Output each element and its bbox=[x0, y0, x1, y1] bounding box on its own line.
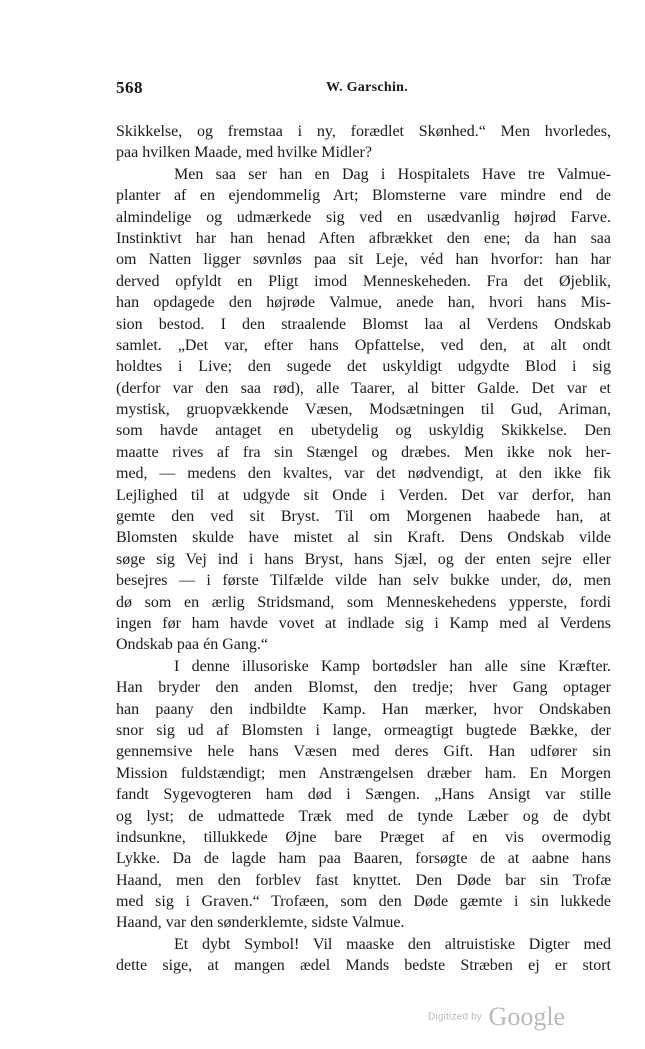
watermark-prefix: Digitized by bbox=[428, 1011, 483, 1023]
text-line: mystisk, gruopvækkende Væsen, Modsætningen til Gud, Ariman, bbox=[116, 401, 611, 419]
body-text bbox=[116, 121, 611, 977]
text-line: (derfor var den saa rød), alle Taarer, al bitter Galde. Det var et bbox=[116, 379, 611, 397]
text-line: Instinktivt har han henad Aften afbrækket den ene; da han saa bbox=[116, 229, 611, 247]
text-line: maatte rives af fra sin Stængel og dræbes. Men ikke nok her- bbox=[116, 443, 611, 461]
text-line: sion bestod. I den straalende Blomst laa al Verdens Ondskab bbox=[116, 315, 611, 333]
paragraph-first-line: Et dybt Symbol! Vil maaske den altruistiske Digter med bbox=[174, 935, 611, 953]
text-line: gennemsive hele hans Væsen med deres Gift. Han udfører sin bbox=[116, 743, 611, 761]
text-line: han opdagede den højrøde Valmue, anede han, hvori hans Mis- bbox=[116, 294, 611, 312]
text-line: Lykke. Da de lagde ham paa Baaren, forsøgte de at aabne hans bbox=[116, 850, 611, 868]
text-line: Lejlighed til at udgyde sit Onde i Verden. Det var derfor, han bbox=[116, 486, 611, 504]
text-line: med sig i Graven.“ Trofæen, som den Døde gæmte i sin lukkede bbox=[116, 893, 611, 911]
paragraph-first-line: Men saa ser han en Dag i Hospitalets Have tre Valmue- bbox=[174, 165, 611, 183]
text-line: dette sige, at mangen ædel Mands bedste Stræben ej er stort bbox=[116, 957, 611, 975]
text-line: Haand, var den sønderklemte, sidste Valmue. bbox=[116, 914, 405, 932]
text-line: og lyst; de udmattede Træk med de tynde Læber og de dybt bbox=[116, 807, 611, 825]
text-line: søge sig Vej ind i hans Bryst, hans Sjæl, og der enten sejre eller bbox=[116, 550, 611, 568]
text-line: gemte den ved sit Bryst. Til om Morgenen haabede han, at bbox=[116, 508, 611, 526]
text-line: Han bryder den anden Blomst, den tredje; hver Gang optager bbox=[116, 679, 611, 697]
text-line: Haand, men den forblev fast knyttet. Den Døde bar sin Trofæ bbox=[116, 871, 611, 889]
text-line: samlet. „Det var, efter hans Opfattelse, ved den, at alt ondt bbox=[116, 336, 611, 354]
paragraph-first-line: I denne illusoriske Kamp bortødsler han alle sine Kræfter. bbox=[174, 657, 611, 675]
text-line: dø som en ærlig Stridsmand, som Menneskehedens ypperste, fordi bbox=[116, 593, 611, 611]
text-line: Blomsten skulde have mistet al sin Kraft. Dens Ondskab vilde bbox=[116, 529, 611, 547]
text-line: Skikkelse, og fremstaa i ny, forædlet Skønhed.“ Men hvorledes, bbox=[116, 123, 611, 140]
text-line: derved opfyldt en Pligt imod Menneskeheden. Fra det Øjeblik, bbox=[116, 272, 611, 290]
running-title: W. Garschin. bbox=[326, 80, 409, 95]
text-line: ingen før ham havde vovet at indlade sig i Kamp med al Verdens bbox=[116, 614, 611, 632]
text-line: Ondskab paa én Gang.“ bbox=[116, 636, 268, 654]
text-line: indsunkne, tillukkede Øjne bare Præget af en vis overmodig bbox=[116, 828, 611, 846]
text-line: snor sig ud af Blomsten i lange, ormeagtigt bugtede Bække, der bbox=[116, 721, 611, 739]
text-line: paa hvilken Maade, med hvilke Midler? bbox=[116, 144, 372, 162]
text-line: fandt Sygevogteren ham død i Sængen. „Hans Ansigt var stille bbox=[116, 786, 611, 804]
text-line: som havde antaget en ubetydelig og uskyldig Skikkelse. Den bbox=[116, 422, 611, 440]
text-line: Mission fuldstændigt; men Anstrængelsen dræber ham. En Morgen bbox=[116, 764, 611, 782]
text-line: om Natten ligger søvnløs paa sit Leje, véd han hvorfor: han har bbox=[116, 251, 611, 269]
page-number: 568 bbox=[116, 78, 143, 97]
text-line: besejres — i første Tilfælde vilde han selv bukke under, dø, men bbox=[116, 572, 611, 590]
text-line: holdtes i Live; den sugede det uskyldigt udgydte Blod i sig bbox=[116, 358, 611, 376]
watermark-brand: Google bbox=[488, 1002, 566, 1031]
text-line: almindelige og udmærkede sig ved en usædvanlig højrød Farve. bbox=[116, 208, 611, 226]
text-line: han paany den indbildte Kamp. Han mærker, hvor Ondskaben bbox=[116, 700, 611, 718]
text-line: med, — medens den kvaltes, var det nødvendigt, at den ikke fik bbox=[116, 465, 611, 483]
running-head bbox=[116, 78, 611, 104]
text-line: planter af en ejendommelig Art; Blomsterne vare mindre end de bbox=[116, 187, 611, 205]
digitization-watermark bbox=[428, 1002, 565, 1032]
